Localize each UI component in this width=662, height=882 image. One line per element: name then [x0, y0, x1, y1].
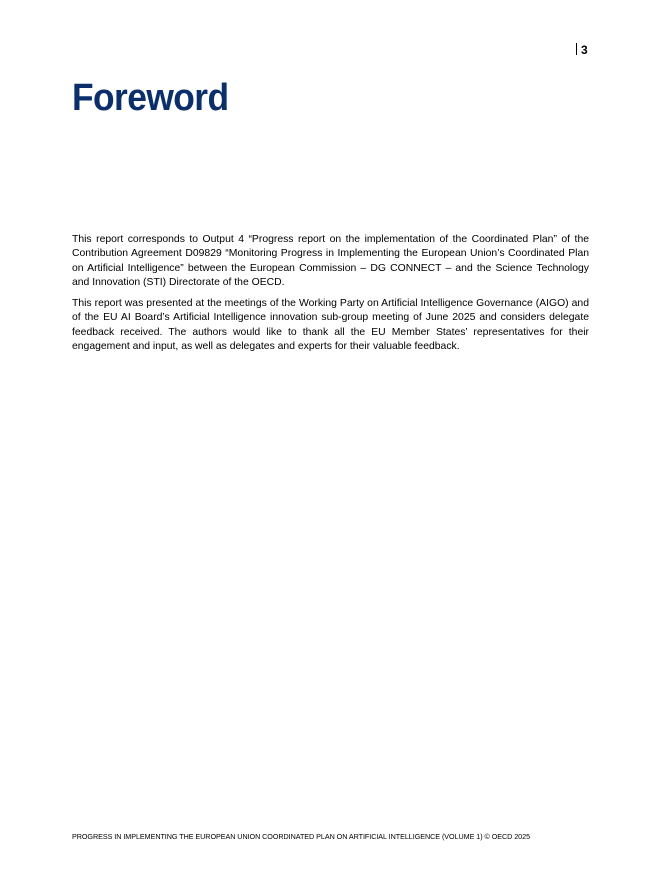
- page-title: Foreword: [72, 77, 229, 119]
- page-number-value: 3: [581, 43, 588, 57]
- page-number-divider: [576, 43, 577, 55]
- paragraph-2: This report was presented at the meetings of the Working Party on Artificial Intelligence Governance (AIGO) and of the EU AI Board’s Artificial Intelligence innovation sub-group meeting of June 2025 and considers delegate feedback received. The authors would like to thank all the EU Member States’ representatives for their engagement and input, as well as delegates and experts for their valuable feedback.: [72, 298, 589, 353]
- page-number: [576, 42, 588, 58]
- paragraph-1: This report corresponds to Output 4 “Progress report on the implementation of the Coordinated Plan” of the Contribution Agreement D09829 “Monitoring Progress in Implementing the European Union’s Coordinated Plan on Artificial Intelligence” between the European Commission – DG CONNECT – and the Science Technology and Innovation (STI) Directorate of the OECD.: [72, 234, 589, 288]
- page-footer: PROGRESS IN IMPLEMENTING THE EUROPEAN UNION COORDINATED PLAN ON ARTIFICIAL INTELLIGENCE (VOLUME 1) © OECD 2025: [72, 832, 531, 841]
- body-text: [72, 233, 589, 361]
